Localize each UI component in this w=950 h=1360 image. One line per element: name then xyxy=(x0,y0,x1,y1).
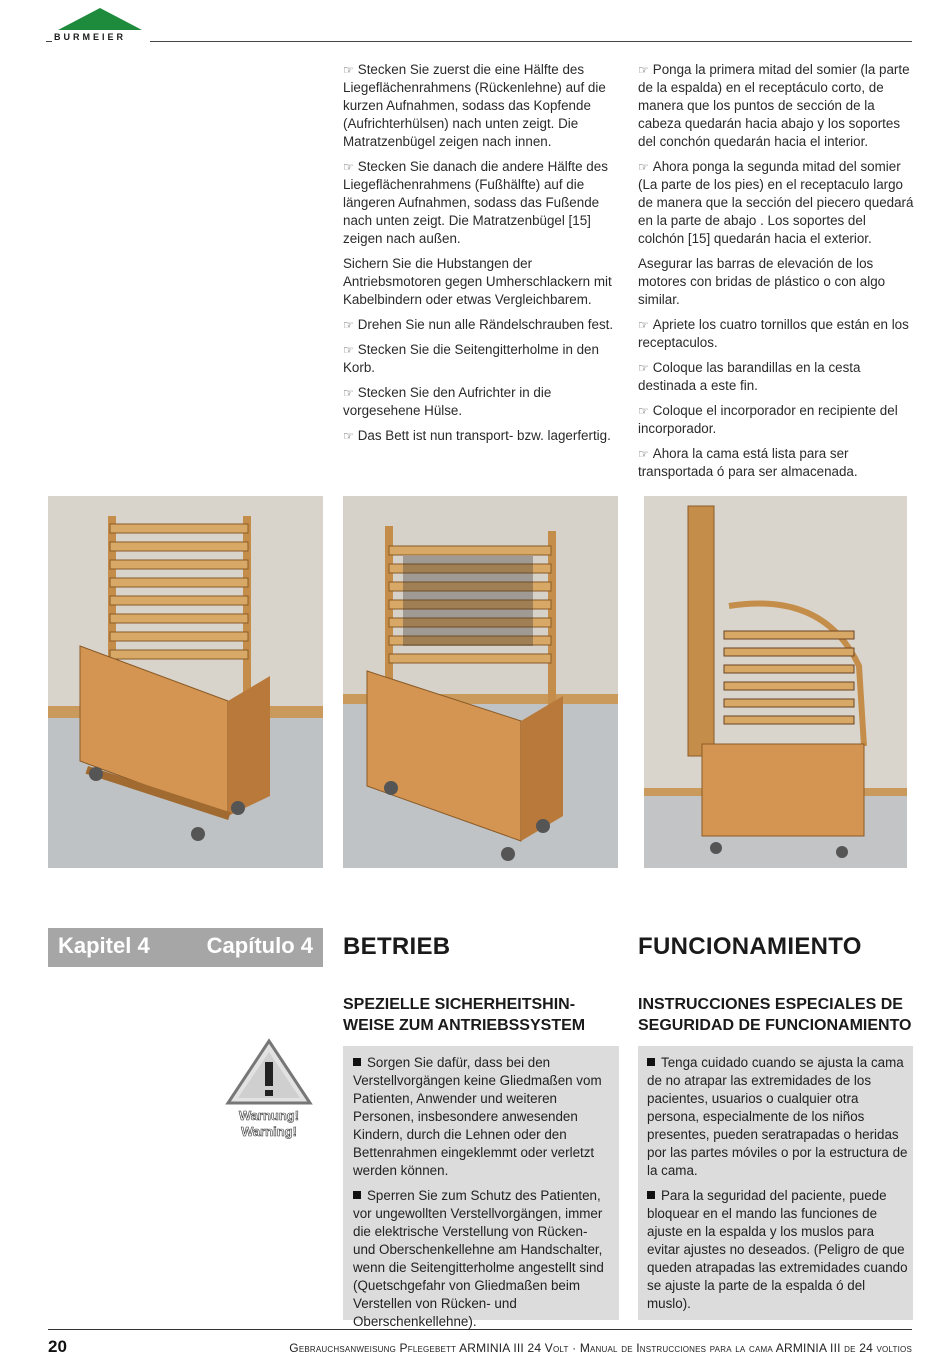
pointing-hand-icon: ☞ xyxy=(343,429,354,443)
section-title-es: FUNCIONAMIENTO xyxy=(638,933,862,960)
subtitle-de: SPEZIELLE SICHERHEITSHIN-WEISE ZUM ANTRIEBSSYSTEM xyxy=(343,996,586,1034)
page-number: 20 xyxy=(48,1337,67,1356)
spanish-steps-column xyxy=(638,61,914,488)
german-steps-column xyxy=(343,61,621,452)
es-step: Asegurar las barras de elevación de los motores con bridas de plástico o con algo similar. xyxy=(638,256,886,307)
pointing-hand-icon: ☞ xyxy=(343,386,354,400)
es-step: ☞ Ahora ponga la segunda mitad del somier (La parte de los pies) en el receptaculo largo de manera que la sección del piecero quedará en la parte de abajo . Los soportes del colchón [15] quedarán hacia el exterior. xyxy=(638,159,914,246)
safety-box-de xyxy=(343,1046,619,1329)
es-step: ☞ Coloque las barandillas en la cesta destinada a este fin. xyxy=(638,360,861,393)
warning-label-de: Warnung! xyxy=(238,1108,300,1123)
de-step: ☞ Stecken Sie die Seitengitterholme in den Korb. xyxy=(343,342,599,375)
es-step: ☞ Ponga la primera mitad del somier (la parte de la espalda) en el receptáculo corto, de manera que los puntos de sección de la cabeza quedarán hacia abajo y los soportes del conchón quedarán hacia el interior. xyxy=(638,62,910,149)
warning-label-en: Warning! xyxy=(241,1124,297,1139)
pointing-hand-icon: ☞ xyxy=(343,318,354,332)
header-rule xyxy=(150,41,912,42)
safety-box-es xyxy=(638,1046,913,1320)
safety-item-es: Para la seguridad del paciente, puede bloquear en el mando las funciones de ajuste en la espalda y los muslos para evitar ajustes no deseados. (Peligro de que queden atrapadas las extremidades cuando se ajuste la parte de la espalda ó del muslo). xyxy=(647,1188,908,1311)
pointing-hand-icon: ☞ xyxy=(343,343,354,357)
pointing-hand-icon: ☞ xyxy=(638,447,649,461)
square-bullet-icon xyxy=(353,1191,361,1199)
warning-triangle-icon xyxy=(224,1038,314,1108)
de-step: ☞ Drehen Sie nun alle Rändelschrauben fest. xyxy=(343,317,614,332)
es-step: ☞ Apriete los cuatro tornillos que están en los receptaculos. xyxy=(638,317,909,350)
de-step: Sichern Sie die Hubstangen der Antriebsmotoren gegen Umherschlackern mit Kabelbindern oder etwas Vergleichbarem. xyxy=(343,256,612,307)
de-step: ☞ Stecken Sie den Aufrichter in die vorgesehene Hülse. xyxy=(343,385,552,418)
chapter-label-de: Kapitel 4 xyxy=(58,933,150,958)
brand-name: BURMEIER xyxy=(54,32,127,42)
brand-logo-roof xyxy=(58,8,142,30)
subtitle-es: INSTRUCCIONES ESPECIALES DE SEGURIDAD DE FUNCIONAMIENTO xyxy=(638,996,912,1034)
safety-item-de: Sorgen Sie dafür, dass bei den Verstellvorgängen keine Gliedmaßen vom Patienten, Anwender und weiteren Personen, insbesondere anwesenden Kindern, durch die Lehnen oder den Bettenrahmen eingeklemmt oder verletzt werden können. xyxy=(353,1055,602,1178)
safety-item-de: Sperren Sie zum Schutz des Patienten, vor ungewollten Verstellvorgängen, immer die elektrische Verstellung von Rücken- und Oberschenkellehne am Handschalter, wenn die Seitengitterholme angestellt sind (Quetschgefahr von Gliedmaßen beim Verstellen von Rücken- und Oberschenkellehne). xyxy=(353,1188,604,1329)
photo-bed-folded-3 xyxy=(644,496,907,868)
chapter-label-es: Capítulo 4 xyxy=(206,933,313,958)
pointing-hand-icon: ☞ xyxy=(343,63,354,77)
pointing-hand-icon: ☞ xyxy=(638,361,649,375)
pointing-hand-icon: ☞ xyxy=(638,404,649,418)
footer-rule xyxy=(48,1329,912,1330)
pointing-hand-icon: ☞ xyxy=(638,160,649,174)
section-title-de: BETRIEB xyxy=(343,933,451,960)
pointing-hand-icon: ☞ xyxy=(638,63,649,77)
pointing-hand-icon: ☞ xyxy=(343,160,354,174)
square-bullet-icon xyxy=(647,1191,655,1199)
chapter-band xyxy=(48,928,323,967)
square-bullet-icon xyxy=(353,1058,361,1066)
warning-sign xyxy=(224,1038,314,1143)
de-step: ☞ Stecken Sie zuerst die eine Hälfte des Liegeflächenrahmens (Rückenlehne) auf die kurzen Aufnahmen, sodass das Kopfende (Aufrichterhülsen) nach unten zeigt. Die Matratzenbügel zeigen nach innen. xyxy=(343,62,606,149)
es-step: ☞ Coloque el incorporador en recipiente del incorporador. xyxy=(638,403,898,436)
de-step: ☞ Stecken Sie danach die andere Hälfte des Liegeflächenrahmens (Fußhälfte) auf die längeren Aufnahmen, sodass das Fußende nach unten zeigt. Die Matratzenbügel [15] zeigen nach außen. xyxy=(343,159,608,246)
photo-bed-folded-1 xyxy=(48,496,323,868)
square-bullet-icon xyxy=(647,1058,655,1066)
de-step: ☞ Das Bett ist nun transport- bzw. lagerfertig. xyxy=(343,428,611,443)
es-step: ☞ Ahora la cama está lista para ser transportada ó para ser almacenada. xyxy=(638,446,858,479)
safety-item-es: Tenga cuidado cuando se ajusta la cama de no atrapar las extremidades de los pacientes, usuarios o cualquier otra persona, especialmente de los niños presentes, pueden seratrapadas o heridas por las partes móviles o por la estructura de la cama. xyxy=(647,1055,908,1178)
footer-title: Gebrauchsanweisung Pflegebett ARMINIA III 24 Volt · Manual de Instrucciones para la cama ARMINIA III de 24 voltios xyxy=(289,1341,912,1355)
photo-bed-folded-2 xyxy=(343,496,618,868)
pointing-hand-icon: ☞ xyxy=(638,318,649,332)
header-rule-left xyxy=(46,41,52,42)
